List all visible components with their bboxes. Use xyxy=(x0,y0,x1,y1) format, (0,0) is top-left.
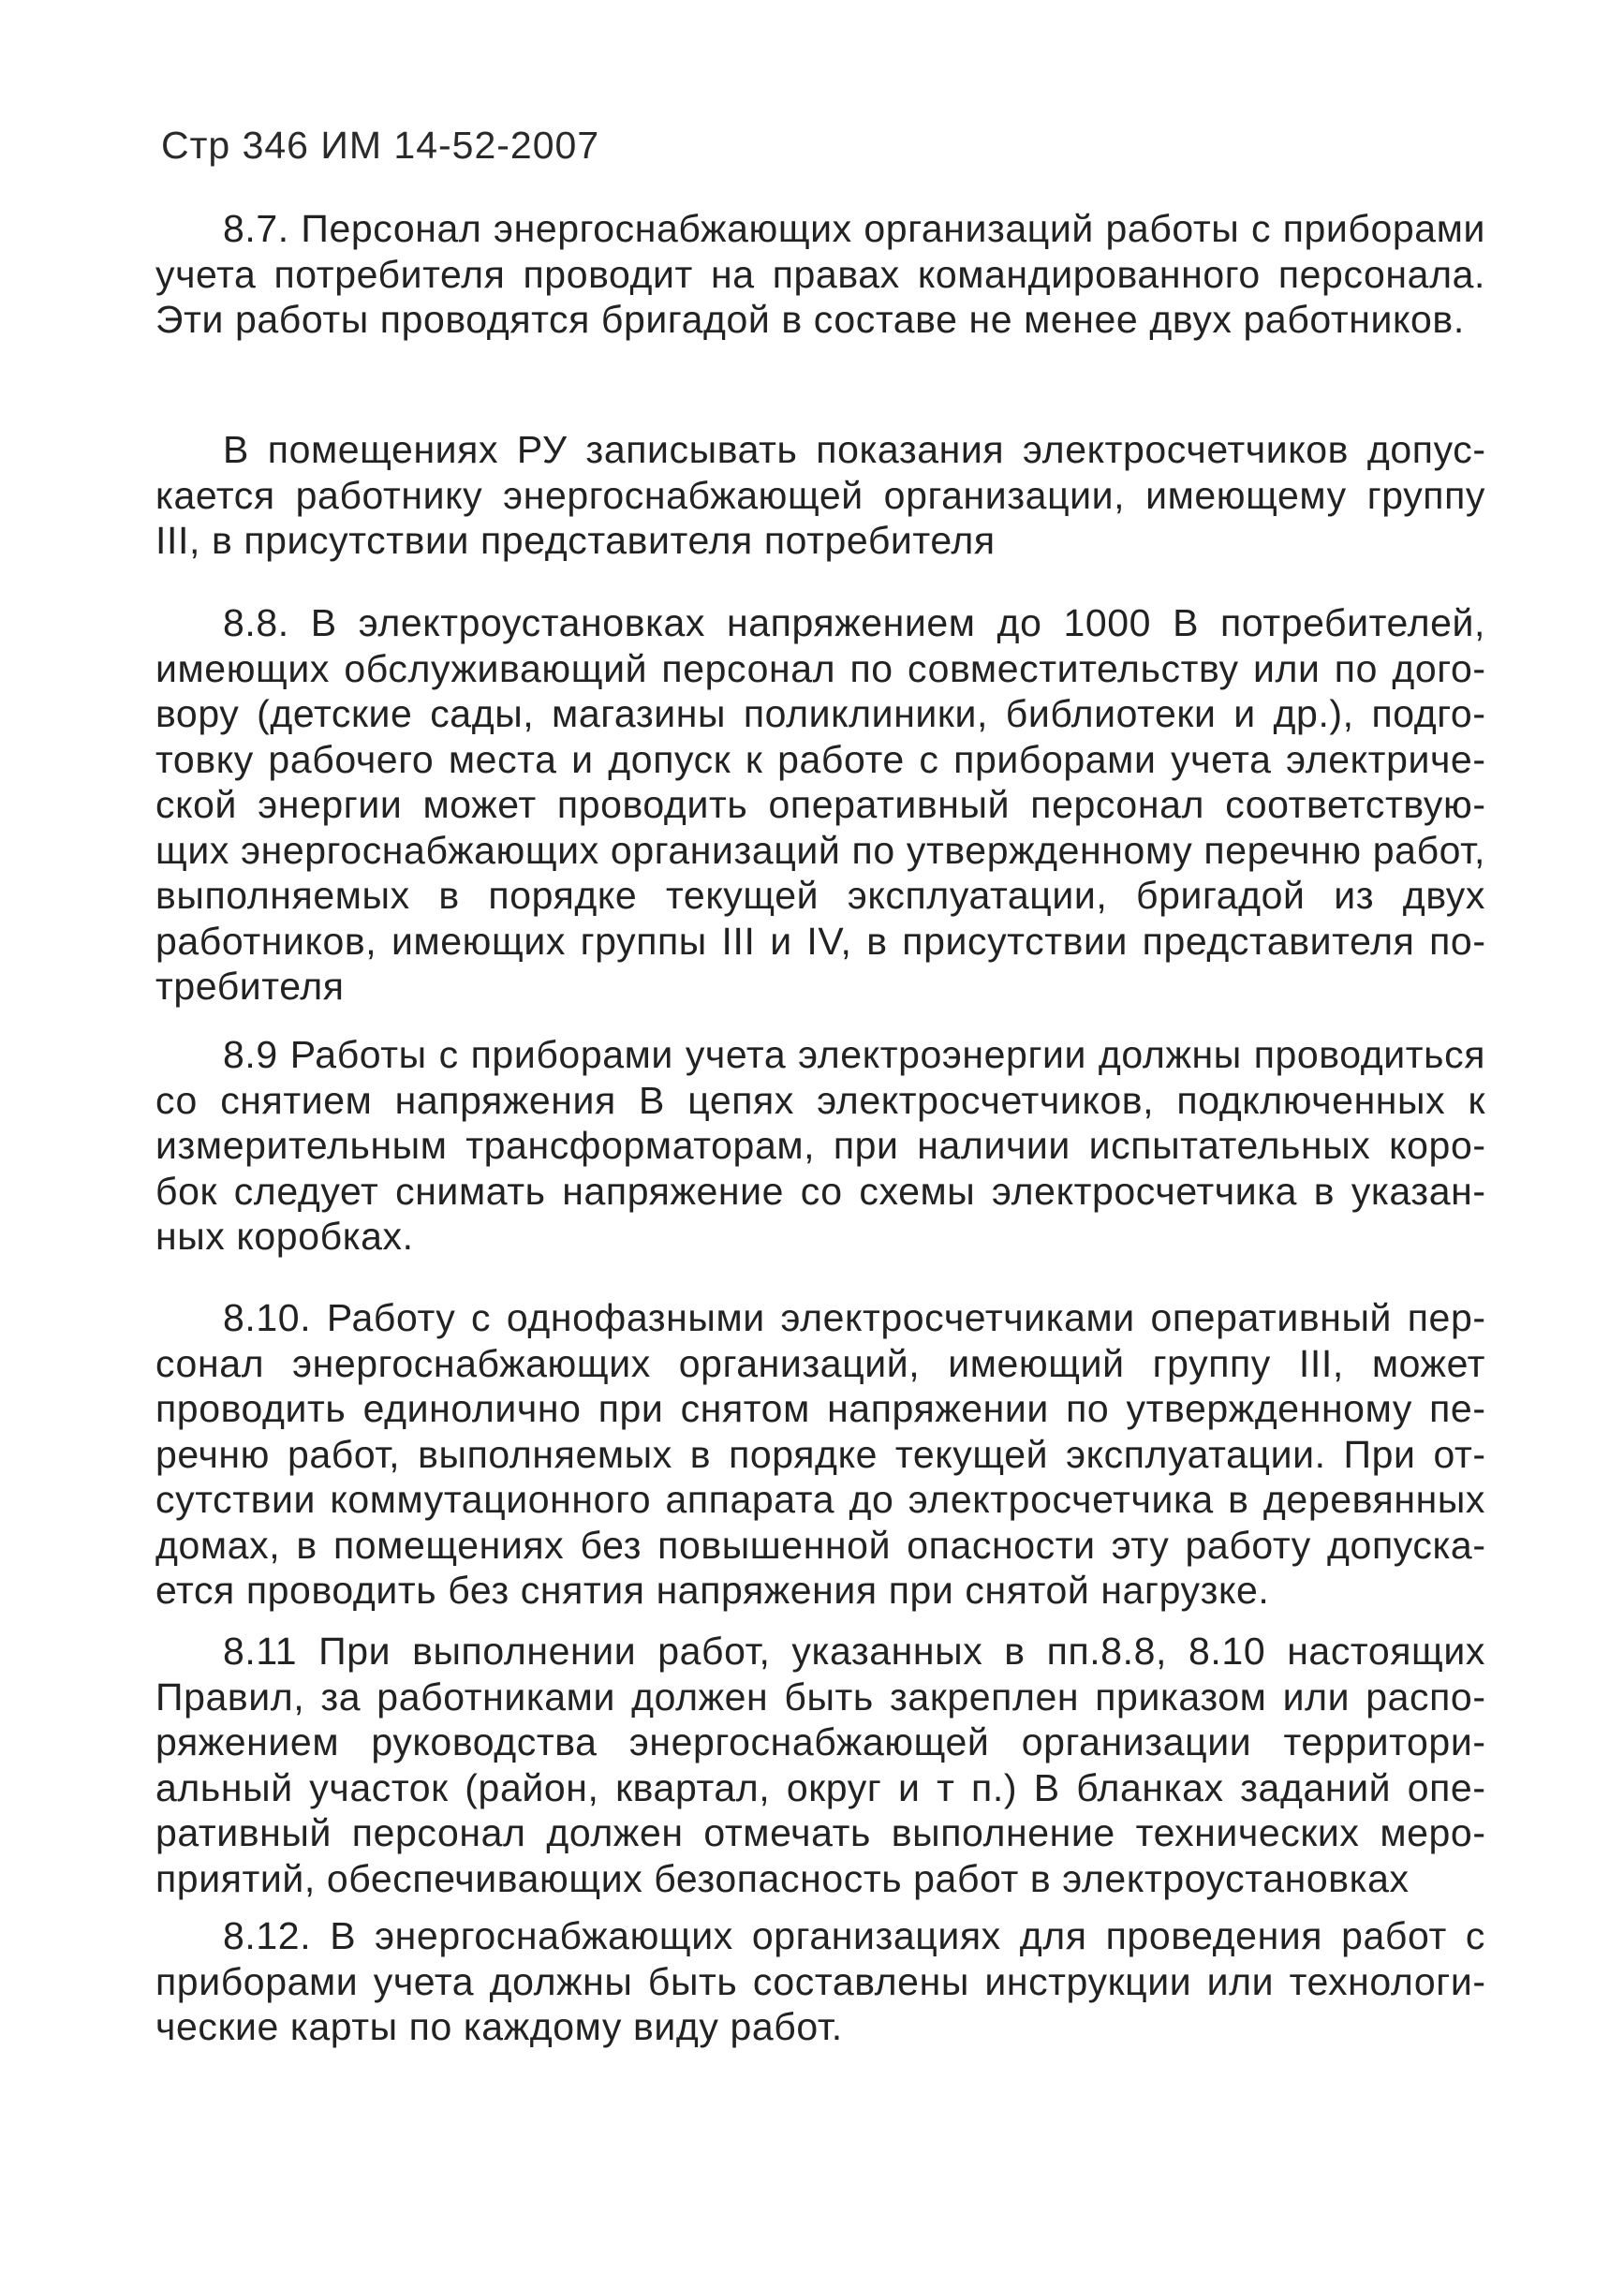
page-header: Стр 346 ИМ 14-52-2007 xyxy=(161,124,600,167)
paragraph-ru-readings: В помещениях РУ записывать показания электросчетчиков допускается работнику энергоснабжающей организации, имеющему группу III, в присутствии представителя потребителя xyxy=(155,428,1485,562)
paragraph-8-8: 8.8. В электроустановках напряжением до 1000 В потребителей, имеющих обслуживающий персонал по совместительству или по договору (детские сады, магазины поликлиники, библиотеки и др.), подготовку рабочего места и допуск к работе с приборами учета электрической энергии может проводить оперативный персонал соответствующих энергоснабжающих организаций по утвержденному перечню работ, выполняемых в порядке текущей эксплуатации, бригадой из двух работников, имеющих группы III и IV, в присутствии представителя потребителя xyxy=(155,601,1485,1008)
paragraph-8-10: 8.10. Работу с однофазными электросчетчиками оперативный персонал энергоснабжающих организаций, имеющий группу III, может проводить единолично при снятом напряжении по утвержденному перечню работ, выполняемых в порядке текущей эксплуатации. При отсутствии коммутационного аппарата до электросчетчика в деревянных домах, в помещениях без повышенной опасности эту работу допускается проводить без снятия напряжения при снятой нагрузке. xyxy=(155,1296,1485,1612)
paragraph-8-9: 8.9 Работы с приборами учета электроэнергии должны проводиться со снятием напряжения В цепях электросчетчиков, подключенных к измерительным трансформаторам, при наличии испытательных коробок следует снимать напряжение со схемы электросчетчика в указанных коробках. xyxy=(155,1033,1485,1258)
paragraph-8-11: 8.11 При выполнении работ, указанных в пп.8.8, 8.10 настоящих Правил, за работниками должен быть закреплен приказом или распоряжением руководства энергоснабжающей организации территориальный участок (район, квартал, округ и т п.) В бланках заданий оперативный персонал должен отмечать выполнение технических мероприятий, обеспечивающих безопасность работ в электроустановках xyxy=(155,1630,1485,1900)
paragraph-8-7: 8.7. Персонал энергоснабжающих организаций работы с приборами учета потребителя проводит на правах командированного персонала. Эти работы проводятся бригадой в составе не менее двух работников. xyxy=(155,207,1485,341)
paragraph-8-12: 8.12. В энергоснабжающих организациях для проведения работ с приборами учета должны быть составлены инструкции или технологические карты по каждому виду работ. xyxy=(155,1914,1485,2048)
